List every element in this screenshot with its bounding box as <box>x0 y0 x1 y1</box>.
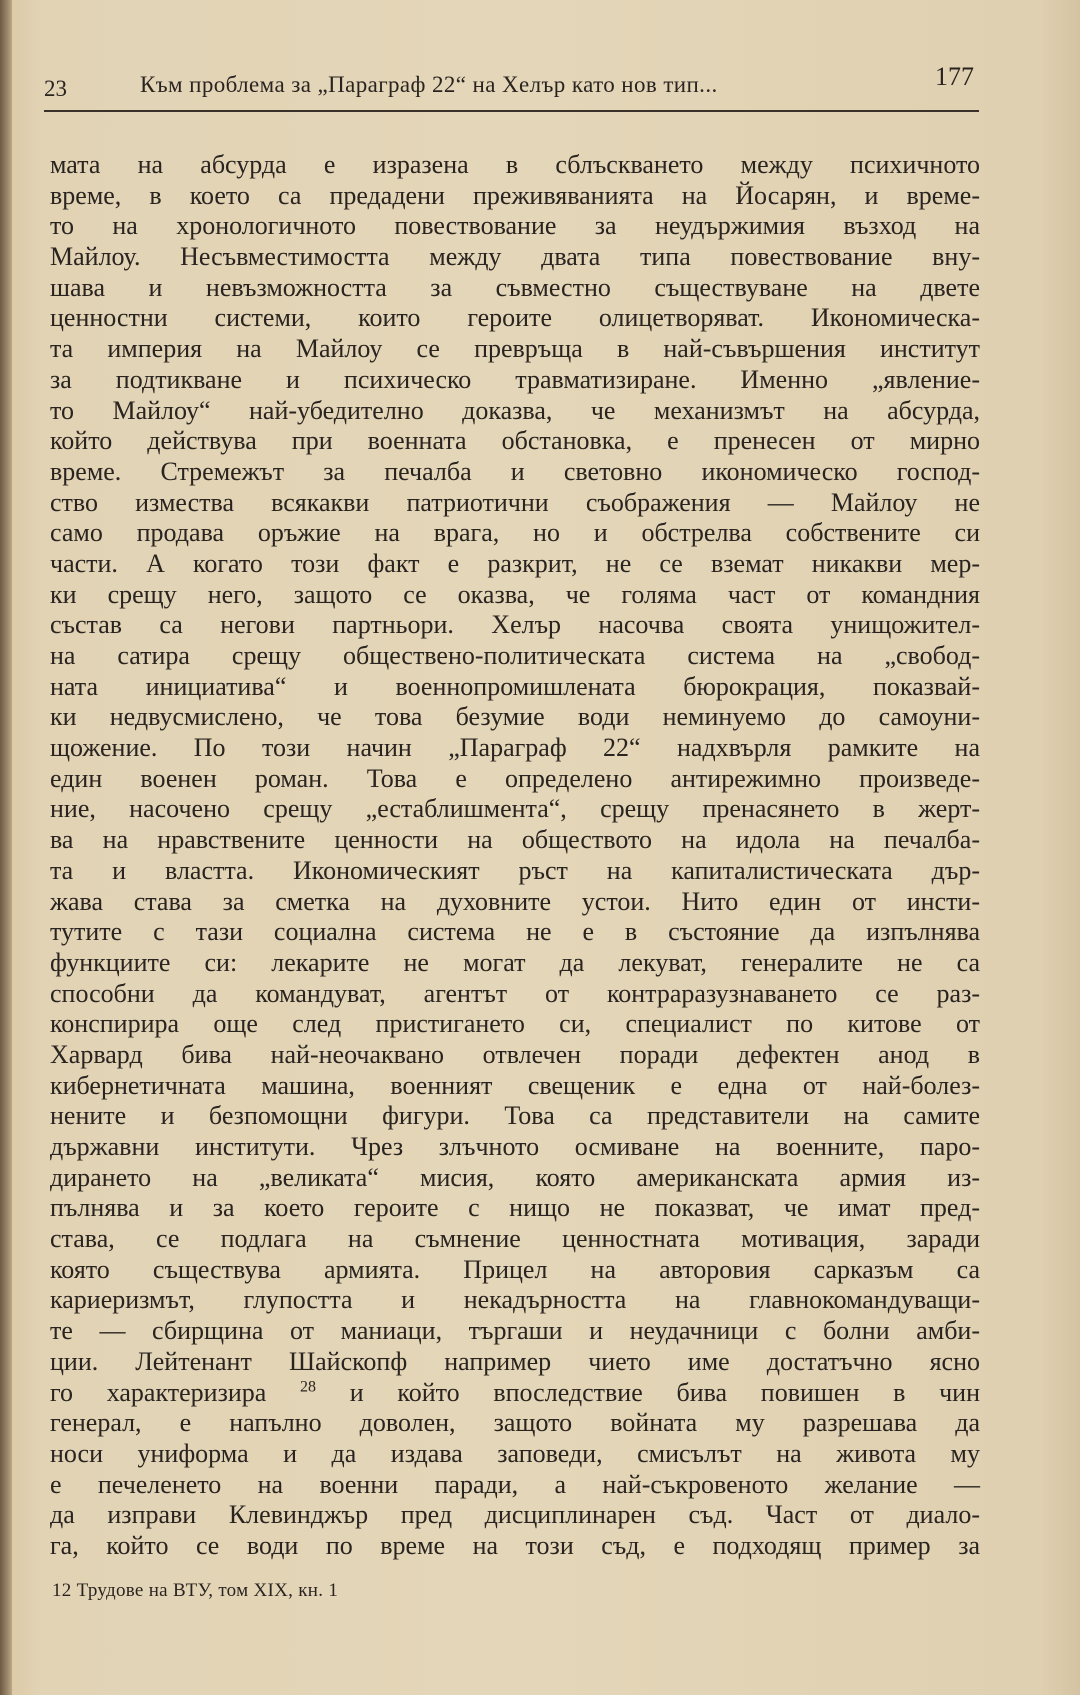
text-line: конспирира още след пристигането си, специалист по китове от <box>50 1009 980 1039</box>
text-line: само продава оръжие на врага, но и обстрелва собствените си <box>50 518 980 548</box>
text-line: е печеленето на военни паради, а най-съкровеното желание — <box>50 1469 980 1499</box>
text-line: състав са негови партньори. Хелър насочва своята унищожител- <box>50 610 980 640</box>
text-line: да изправи Клевинджър пред дисциплинарен съд. Част от диало- <box>50 1500 980 1530</box>
text-line: Харвард бива най-неочаквано отвлечен поради дефектен анод в <box>50 1039 980 1069</box>
text-line: ки срещу него, защото се оказва, че голяма част от командния <box>50 579 980 609</box>
text-line: ценностни системи, които героите олицетворяват. Икономическа- <box>50 303 980 333</box>
text-line: носи униформа и да издава заповеди, смисълът на живота му <box>50 1438 980 1468</box>
text-line: щожение. По този начин „Параграф 22“ надхвърля рамките на <box>50 733 980 763</box>
text-line: мата на абсурда е изразена в сблъскването между психичното <box>50 150 980 179</box>
text-line: дирането на „великата“ мисия, която американската армия из- <box>50 1162 980 1192</box>
text-line: та империя на Майлоу се превръща в най-съвършения институт <box>50 334 980 364</box>
text-line: за подтикване и психическо травматизиране. Именно „явление- <box>50 364 980 394</box>
running-title: Към проблема за „Параграф 22“ на Хелър като нов тип... <box>140 72 718 97</box>
text-line: един военен роман. Това е определено антирежимно произведе- <box>50 763 980 793</box>
text-line: шава и невъзможността за съвместно съществуване на двете <box>50 272 980 302</box>
text-line: тутите с тази социална система не е в състояние да изпълнява <box>50 917 980 947</box>
header-section-number: 23 <box>44 76 67 101</box>
text-line: части. А когато този факт е разкрит, не се вземат никакви мер- <box>50 548 980 578</box>
text-line-with-footnote <box>50 1378 980 1409</box>
text-line: ва на нравствените ценности на обществото на идола на печалба- <box>50 825 980 855</box>
text-line: пълнява и за което героите с нищо не показват, че имат пред- <box>50 1193 980 1223</box>
text-line: Майлоу. Несъвместимостта между двата типа повествование вну- <box>50 242 980 272</box>
text-line: кариеризмът, глупостта и некадърността на главнокомандуващи- <box>50 1285 980 1315</box>
text-line: те — сбирщина от маниаци, търгаши и неудачници с болни амби- <box>50 1316 980 1346</box>
text-line: способни да командуват, агентът от контраразузнаването се раз- <box>50 978 980 1008</box>
body-text <box>50 150 980 1562</box>
text-line: га, който се води по време на този съд, е подходящ пример за <box>50 1530 980 1560</box>
text-line: на сатира срещу обществено-политическата система на „свобод- <box>50 641 980 670</box>
text-line: нените и безпомощни фигури. Това са представители на самите <box>50 1101 980 1131</box>
text-line: време. Стремежът за печалба и световно икономическо господ- <box>50 456 980 486</box>
header-rule <box>44 110 979 112</box>
text-line: жава става за сметка на духовните устои. Нито един от инсти- <box>50 886 980 916</box>
page-number: 177 <box>935 62 974 91</box>
signature-footer: 12 Трудове на ВТУ, том XIX, кн. 1 <box>52 1580 339 1601</box>
running-header <box>44 60 980 104</box>
text-line: то на хронологичното повествование за неудържимия възход на <box>50 211 980 241</box>
text-line: ние, насочено срещу „естаблишмента“, срещу пренасянето в жерт- <box>50 794 980 824</box>
text-line: то Майлоу“ най-убедително доказва, че механизмът на абсурда, <box>50 395 980 425</box>
text-line: който действува при военната обстановка, е пренесен от мирно <box>50 426 980 456</box>
text-line-head: го характеризира <box>50 1377 267 1407</box>
text-line: та и властта. Икономическият ръст на капиталистическата дър- <box>50 855 980 885</box>
text-line: ната инициатива“ и военнопромишлената бюрокрация, показвай- <box>50 671 980 701</box>
page-binding-edge <box>0 0 12 1695</box>
text-line: ки недвусмислено, че това безумие води неминуемо до самоуни- <box>50 702 980 732</box>
text-line: функциите си: лекарите не могат да лекуват, генералите не са <box>50 947 980 977</box>
footnote-reference: 28 <box>300 1377 317 1395</box>
text-line: кибернетичната машина, военният свещеник е една от най-болез- <box>50 1070 980 1100</box>
text-line: става, се подлага на съмнение ценностната мотивация, заради <box>50 1224 980 1254</box>
text-line: генерал, е напълно доволен, защото войната му разрешава да <box>50 1408 980 1438</box>
text-line: време, в което са предадени преживяванията на Йосарян, и време- <box>50 180 980 210</box>
text-line: държавни институти. Чрез злъчното осмиване на военните, паро- <box>50 1132 980 1161</box>
text-line: ство измества всякакви патриотични съображения — Майлоу не <box>50 487 980 517</box>
text-line: ции. Лейтенант Шайскопф например чието име достатъчно ясно <box>50 1346 980 1376</box>
text-line-tail: и който впоследствие бива повишен в чин <box>349 1377 980 1407</box>
text-line: която съществува армията. Прицел на авторовия сарказъм са <box>50 1254 980 1284</box>
